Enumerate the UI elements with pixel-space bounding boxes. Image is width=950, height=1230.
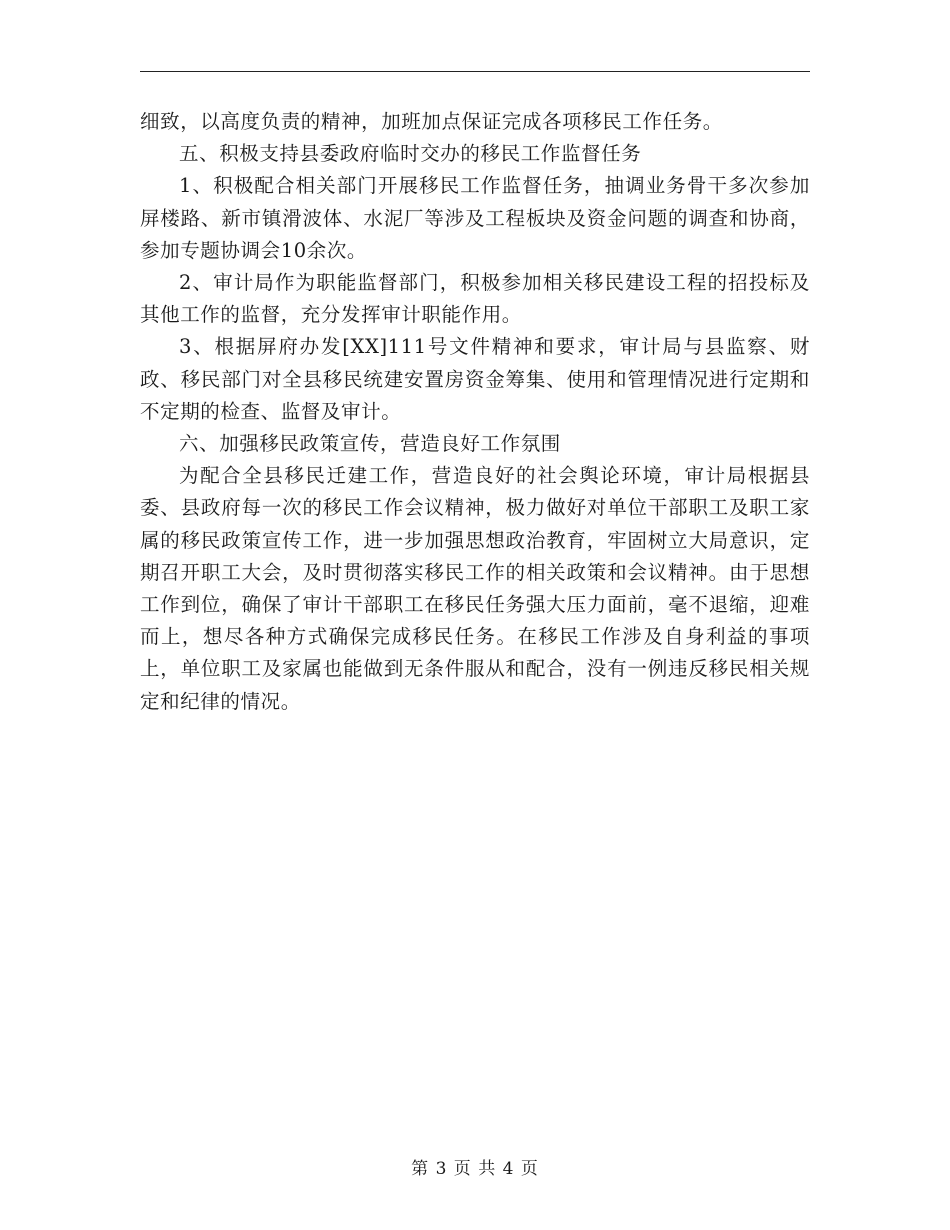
paragraph-policy-promotion: 为配合全县移民迁建工作，营造良好的社会舆论环境，审计局根据县委、县政府每一次的移民工作会议精神，极力做好对单位干部职工及职工家属的移民政策宣传工作，进一步加强思想政治教育，牢固树立大局意识，定期召开职工大会，及时贯彻落实移民工作的相关政策和会议精神。由于思想工作到位，确保了审计干部职工在移民任务强大压力面前，毫不退缩，迎难而上，想尽各种方式确保完成移民任务。在移民工作涉及自身利益的事项上，单位职工及家属也能做到无条件服从和配合，没有一例违反移民相关规定和纪律的情况。 <box>140 464 810 713</box>
body-text <box>140 106 810 718</box>
paragraph-item-1: 1、积极配合相关部门开展移民工作监督任务，抽调业务骨干多次参加屏楼路、新市镇滑波体、水泥厂等涉及工程板块及资金问题的调查和协商，参加专题协调会10余次。 <box>140 174 810 262</box>
section-heading-6: 六、加强移民政策宣传，营造良好工作氛围 <box>179 432 561 456</box>
paragraph-item-2: 2、审计局作为职能监督部门，积极参加相关移民建设工程的招投标及其他工作的监督，充分发挥审计职能作用。 <box>140 271 810 327</box>
paragraph-1: 细致，以高度负责的精神，加班加点保证完成各项移民工作任务。 <box>140 110 723 133</box>
page-number-footer: 第 3 页 共 4 页 <box>411 1159 539 1179</box>
header-rule <box>140 71 810 72</box>
section-heading-5: 五、积极支持县委政府临时交办的移民工作监督任务 <box>179 142 642 166</box>
paragraph-item-3: 3、根据屏府办发[XX]111号文件精神和要求，审计局与县监察、财政、移民部门对全县移民统建安置房资金筹集、使用和管理情况进行定期和不定期的检查、监督及审计。 <box>140 335 810 423</box>
